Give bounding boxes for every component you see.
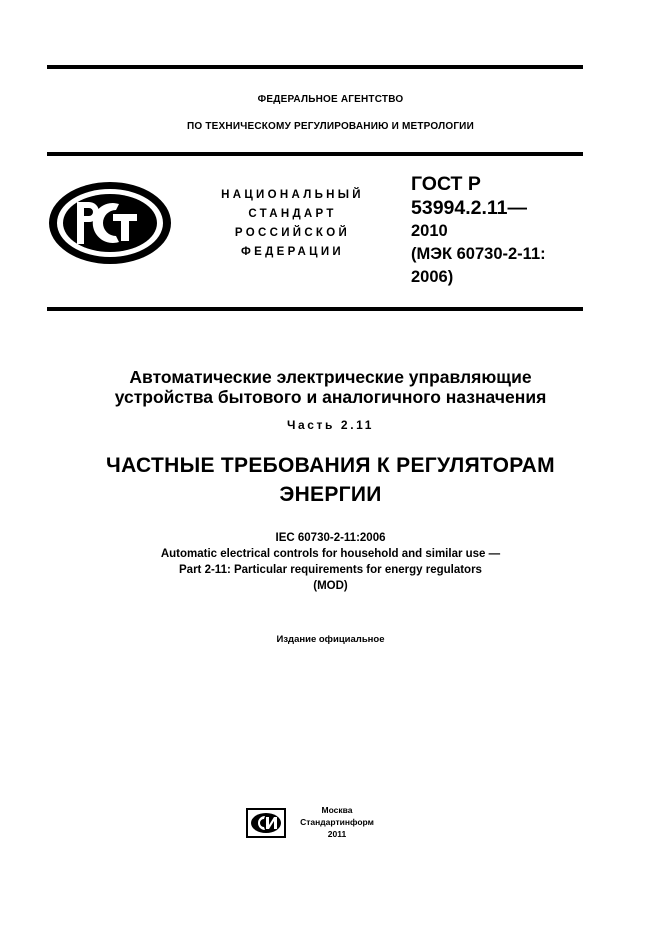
standartinform-logo-icon <box>246 808 286 838</box>
standard-type-line: РОССИЙСКОЙ <box>234 227 351 239</box>
gost-designation <box>411 172 601 289</box>
iec-title-line-3: (MOD) <box>313 580 348 592</box>
standard-type-line: НАЦИОНАЛЬНЫЙ <box>221 189 364 201</box>
standard-type-line: ФЕДЕРАЦИИ <box>241 246 344 258</box>
header-rule <box>47 152 583 156</box>
gost-number: 53994.2.11— <box>411 197 528 219</box>
agency-line-1: ФЕДЕРАЛЬНОЕ АГЕНТСТВО <box>257 94 404 105</box>
part-label: Часть 2.11 <box>286 418 375 432</box>
gost-title: ГОСТ Р <box>411 173 481 195</box>
top-rule <box>47 65 583 69</box>
standard-type-line: СТАНДАРТ <box>248 208 337 220</box>
rst-logo-icon <box>47 180 173 266</box>
publisher-info <box>292 804 382 840</box>
publisher-city: Москва <box>321 805 353 815</box>
publisher-name: Стандартинформ <box>300 817 374 827</box>
edition-label: Издание официальное <box>276 634 385 645</box>
standard-type <box>190 186 395 262</box>
iec-title-line-2: Part 2-11: Particular requirements for energy regulators <box>179 564 482 576</box>
title-line-1: Автоматические электрические управляющие <box>129 367 532 387</box>
agency-line-2: ПО ТЕХНИЧЕСКОМУ РЕГУЛИРОВАНИЮ И МЕТРОЛОГИИ <box>187 121 474 132</box>
gost-iec-ref: (МЭК 60730-2-11: <box>411 245 546 263</box>
main-title-line-1: ЧАСТНЫЕ ТРЕБОВАНИЯ К РЕГУЛЯТОРАМ <box>106 454 555 477</box>
title-line-2: устройства бытового и аналогичного назначения <box>114 387 547 407</box>
designation-rule <box>47 307 583 311</box>
gost-iec-ref-year: 2006) <box>411 268 454 286</box>
gost-year: 2010 <box>411 222 448 240</box>
publisher-year: 2011 <box>327 829 347 839</box>
iec-title-line-1: Automatic electrical controls for household and similar use — <box>160 548 501 560</box>
iec-code: IEC 60730-2-11:2006 <box>275 532 386 544</box>
main-title-line-2: ЭНЕРГИИ <box>279 483 382 506</box>
